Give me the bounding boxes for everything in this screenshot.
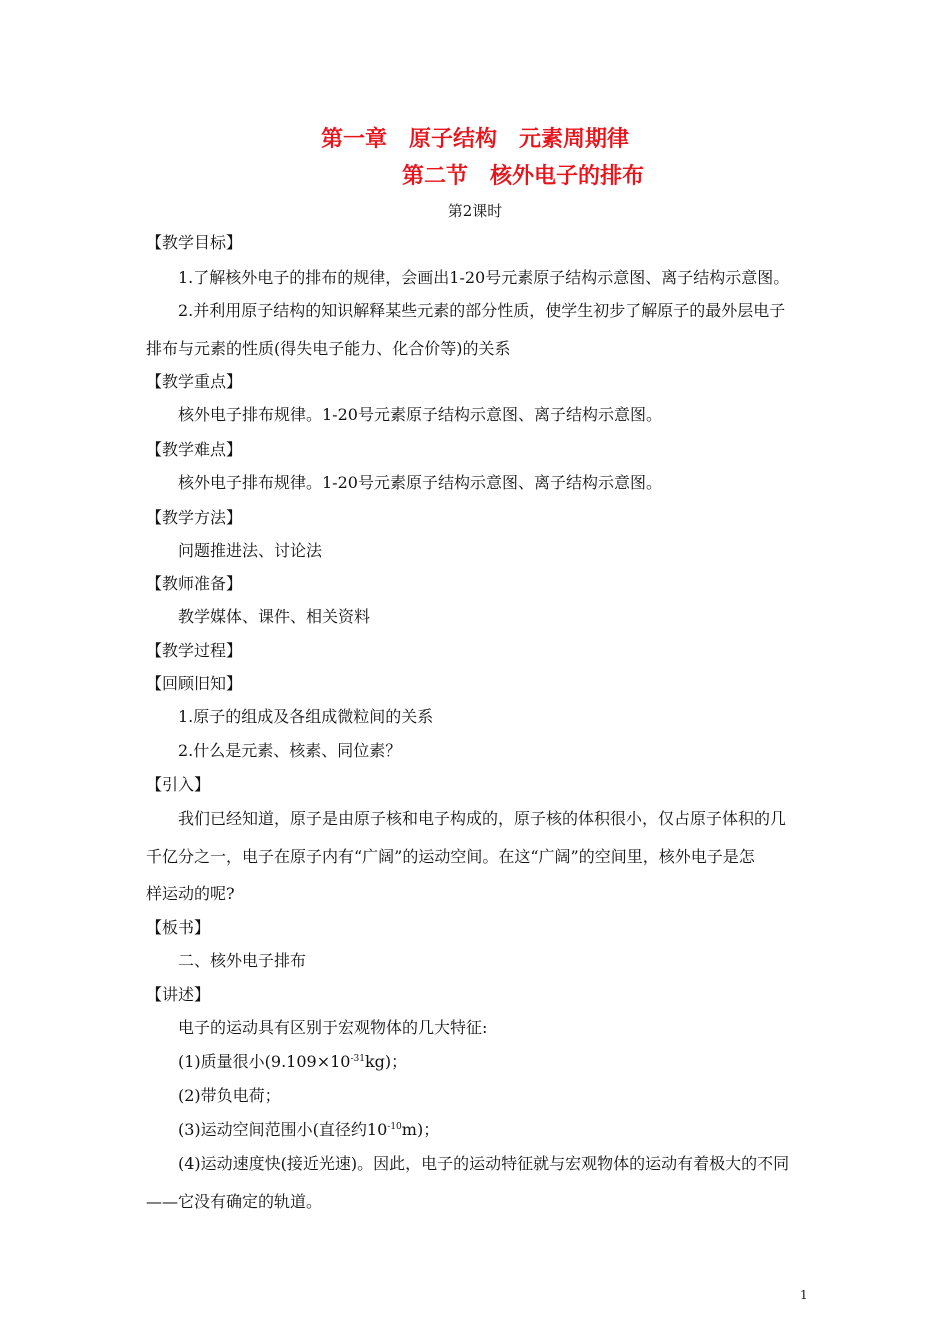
- prep-label: 【教师准备】: [146, 574, 243, 593]
- key-text: 核外电子排布规律。1-20号元素原子结构示意图、离子结构示意图。: [178, 405, 662, 424]
- intro-line-2: 千亿分之一，电子在原子内有“广阔”的运动空间。在这“广阔”的空间里，核外电子是怎: [146, 847, 755, 866]
- feature-3: [178, 1120, 439, 1140]
- lecture-label: 【讲述】: [146, 985, 211, 1004]
- goal-item-2: 2.并利用原子结构的知识解释某些元素的部分性质，使学生初步了解原子的最外层电子: [178, 301, 786, 320]
- difficulty-label: 【教学难点】: [146, 440, 243, 459]
- difficulty-text: 核外电子排布规律。1-20号元素原子结构示意图、离子结构示意图。: [178, 473, 662, 492]
- review-label: 【回顾旧知】: [146, 674, 243, 693]
- page-number: 1: [800, 1288, 808, 1302]
- feature-3-unit: m)；: [401, 1120, 440, 1139]
- board-label: 【板书】: [146, 918, 211, 937]
- chapter-title: 第一章 原子结构 元素周期律: [320, 127, 629, 152]
- feature-1-text: (1)质量很小(9.109×10: [178, 1052, 351, 1071]
- section-title: 第二节 核外电子的排布: [402, 164, 645, 189]
- goal-item-2-cont: 排布与元素的性质(得失电子能力、化合价等)的关系: [146, 339, 511, 358]
- goal-label: 【教学目标】: [146, 233, 243, 252]
- intro-label: 【引入】: [146, 775, 211, 794]
- feature-1-exponent: -31: [350, 1054, 365, 1064]
- feature-3-exponent: -10: [387, 1122, 402, 1132]
- process-label: 【教学过程】: [146, 641, 243, 660]
- feature-3-text: (3)运动空间范围小(直径约10: [178, 1120, 388, 1139]
- review-item-1: 1.原子的组成及各组成微粒间的关系: [178, 707, 434, 726]
- feature-1: [178, 1052, 407, 1072]
- method-label: 【教学方法】: [146, 508, 243, 527]
- lecture-intro: 电子的运动具有区别于宏观物体的几大特征:: [178, 1018, 488, 1037]
- review-item-2: 2.什么是元素、核素、同位素？: [178, 741, 402, 760]
- board-text: 二、核外电子排布: [178, 951, 307, 970]
- key-label: 【教学重点】: [146, 372, 243, 391]
- lesson-period: 第2课时: [447, 202, 503, 220]
- intro-line-1: 我们已经知道，原子是由原子核和电子构成的，原子核的体积很小，仅占原子体积的几: [178, 809, 787, 828]
- intro-line-3: 样运动的呢?: [146, 884, 235, 903]
- feature-1-unit: kg)；: [364, 1052, 408, 1071]
- method-text: 问题推进法、讨论法: [178, 541, 323, 560]
- feature-4: (4)运动速度快(接近光速)。因此，电子的运动特征就与宏观物体的运动有着极大的不同: [178, 1154, 790, 1173]
- goal-item-1: 1.了解核外电子的排布的规律，会画出1-20号元素原子结构示意图、离子结构示意图。: [178, 268, 790, 287]
- prep-text: 教学媒体、课件、相关资料: [178, 607, 371, 626]
- feature-4-cont: ——它没有确定的轨道。: [146, 1192, 323, 1211]
- feature-2: (2)带负电荷；: [178, 1086, 281, 1105]
